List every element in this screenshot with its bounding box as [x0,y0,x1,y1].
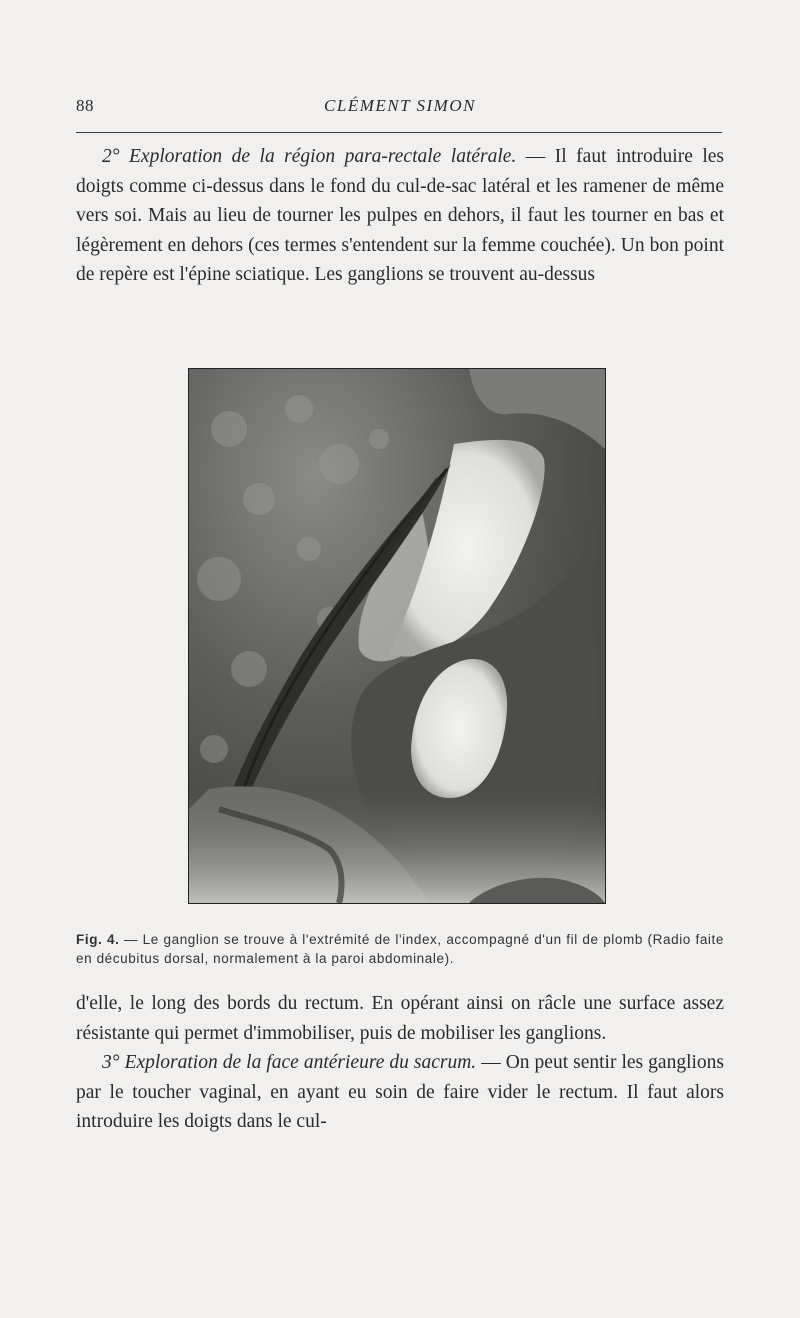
figure-label: Fig. 4. [76,932,120,947]
section-heading-3: 3° Exploration de la face antérieure du sacrum. [102,1052,477,1073]
continuation-paragraph: d'elle, le long des bords du rectum. En opérant ainsi on râcle une surface assez résistante qui permet d'immobiliser, puis de mobiliser les ganglions. [76,993,724,1044]
figure-caption-text: — Le ganglion se trouve à l'extrémité de l'index, accompagné d'un fil de plomb (Radio faite en décubitus dorsal, normalement à la paroi abdominale). [76,932,724,966]
figure-caption [76,930,724,968]
paragraph-3-text: — On peut sentir les ganglions par le toucher vaginal, en ayant eu soin de faire vider le rectum. Il faut alors introduire les doigts dans le cul- [76,1052,724,1132]
page-header [76,96,724,126]
bottom-paragraphs [76,989,724,1137]
running-title: CLÉMENT SIMON [324,96,476,115]
radiograph-figure [188,368,606,904]
radiograph-image [189,369,605,903]
paragraph-2 [76,142,724,290]
header-rule [76,132,722,133]
paragraph-2-text: — Il faut introduire les doigts comme ci-dessus dans le fond du cul-de-sac latéral et les ramener de même vers soi. Mais au lieu de tourner les pulpes en dehors, il faut les tourner en bas et légèrement en dehors (ces termes s'entendent sur la femme couchée). Un bon point de repère est l'épine sciatique. Les ganglions se trouvent au-dessus [76,146,724,285]
top-paragraph [76,142,724,290]
section-heading-2: 2° Exploration de la région para-rectale latérale. [102,146,517,167]
paragraph-3 [76,1048,724,1137]
page-number: 88 [76,96,94,115]
